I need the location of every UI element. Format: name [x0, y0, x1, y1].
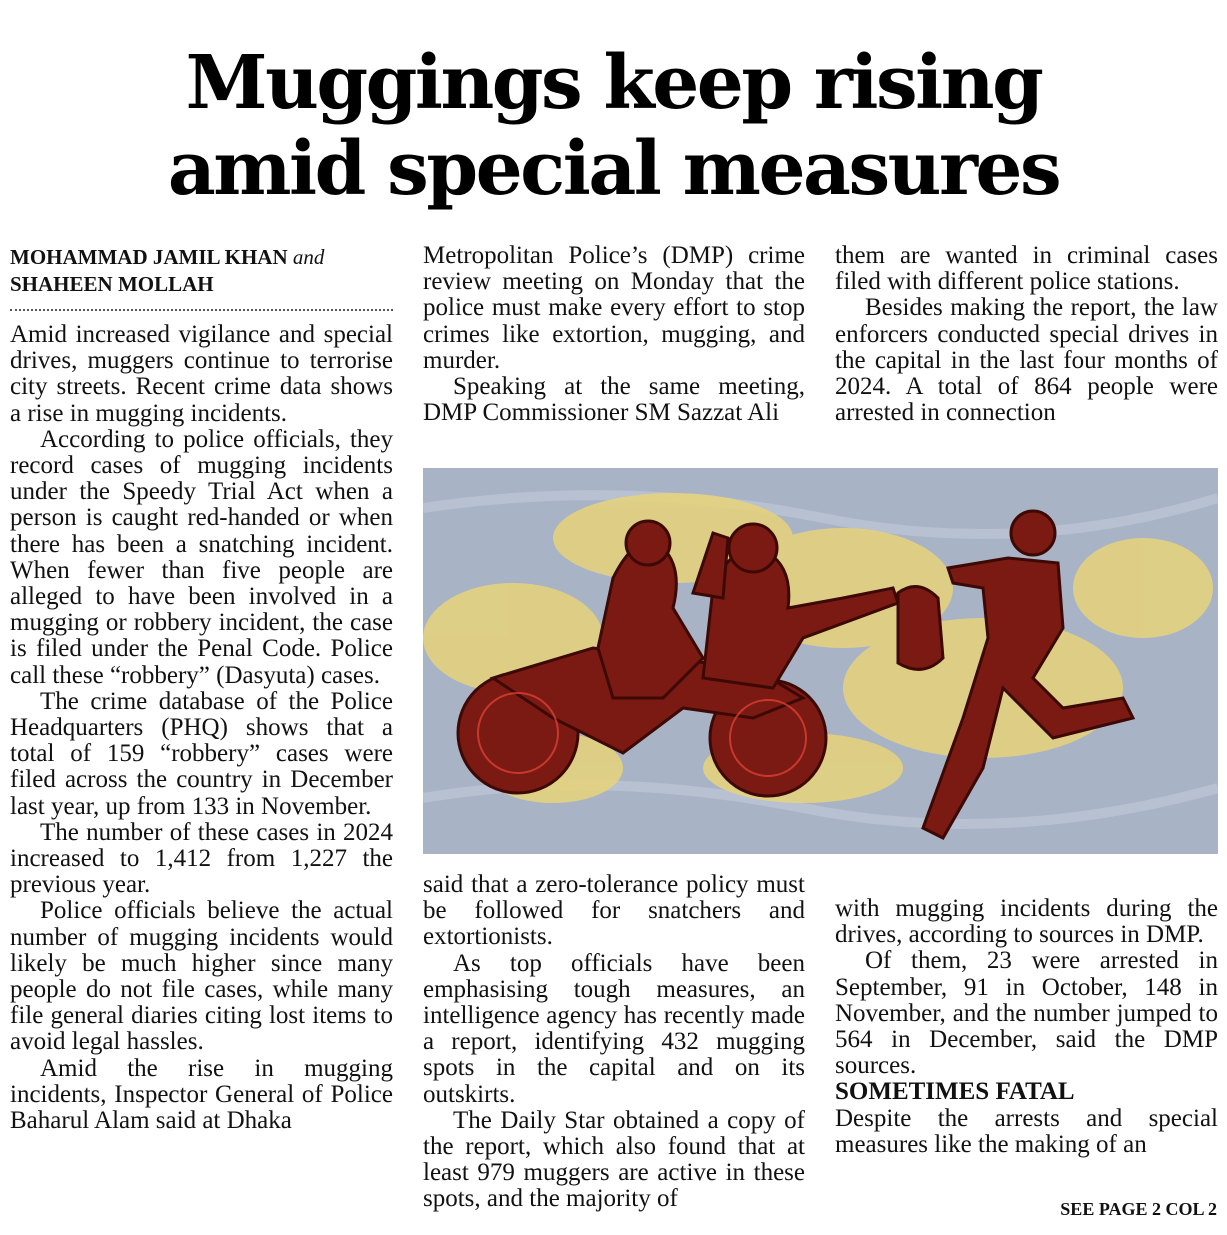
paragraph: with mugging incidents during the drives, according to sources in DMP. [835, 895, 1218, 949]
paragraph: Amid the rise in mugging incidents, Inspector General of Police Baharul Alam said at Dhaka [10, 1054, 393, 1135]
paragraph: According to police officials, they record cases of mugging incidents under the Speedy Trial Act when a person is caught red-handed or when there has been a snatching incident. When fewer than five people are alleged to have been involved in a mugging or robbery incident, the case is filed under the Penal Code. Police call these “robbery” (Dasyuta) cases. [10, 425, 393, 689]
article-column-2-top [423, 243, 805, 426]
paragraph: them are wanted in criminal cases filed with different police stations. [835, 242, 1218, 296]
mugging-illustration [423, 468, 1218, 854]
paragraph: Of them, 23 were arrested in September, 91 in October, 148 in November, and the number jumped to 564 in December, said the DMP sources. [835, 947, 1218, 1080]
byline-author-2: SHAHEEN MOLLAH [10, 272, 214, 296]
paragraph: The number of these cases in 2024 increased to 1,412 from 1,227 the previous year. [10, 818, 393, 899]
paragraph: The crime database of the Police Headquarters (PHQ) shows that a total of 159 “robbery” cases were filed across the country in December last year, up from 133 in November. [10, 687, 393, 820]
jump-line: SEE PAGE 2 COL 2 [1060, 1199, 1217, 1219]
byline-author-1: MOHAMMAD JAMIL KHAN [10, 245, 288, 269]
article-column-2-bottom [423, 872, 805, 1213]
paragraph: Speaking at the same meeting, DMP Commissioner SM Sazzat Ali [423, 373, 805, 427]
article-column-3-bottom [835, 896, 1218, 1158]
article-column-3-top [835, 243, 1218, 426]
paragraph: said that a zero-tolerance policy must be followed for snatchers and extortionists. [423, 871, 805, 951]
paragraph: The Daily Star obtained a copy of the report, which also found that at least 979 muggers are active in these spots, and the majority of [423, 1106, 805, 1213]
subhead: SOMETIMES FATAL [835, 1078, 1075, 1106]
article-column-1 [10, 322, 393, 1134]
paragraph: Police officials believe the actual number of mugging incidents would likely be much higher since many people do not file cases, while many file general diaries citing lost items to avoid legal hassles. [10, 897, 393, 1056]
paragraph: Amid increased vigilance and special drives, muggers continue to terrorise city streets. Recent crime data shows a rise in mugging incidents. [10, 321, 393, 427]
paragraph: Despite the arrests and special measures like the making of an [835, 1104, 1218, 1158]
headline-line-2: amid special measures [167, 126, 1060, 212]
headline [0, 40, 1227, 212]
byline-divider [10, 309, 393, 311]
paragraph: Metropolitan Police’s (DMP) crime review meeting on Monday that the police must make every effort to stop crimes like extortion, mugging, and murder. [423, 242, 805, 374]
byline-and: and [292, 245, 325, 269]
paragraph: As top officials have been emphasising tough measures, an intelligence agency has recently made a report, identifying 432 mugging spots in the capital and on its outskirts. [423, 949, 805, 1108]
headline-line-1: Muggings keep rising [185, 40, 1042, 126]
paragraph: Besides making the report, the law enforcers conducted special drives in the capital in the last four months of 2024. A total of 864 people were arrested in connection [835, 294, 1218, 427]
byline [10, 244, 395, 298]
